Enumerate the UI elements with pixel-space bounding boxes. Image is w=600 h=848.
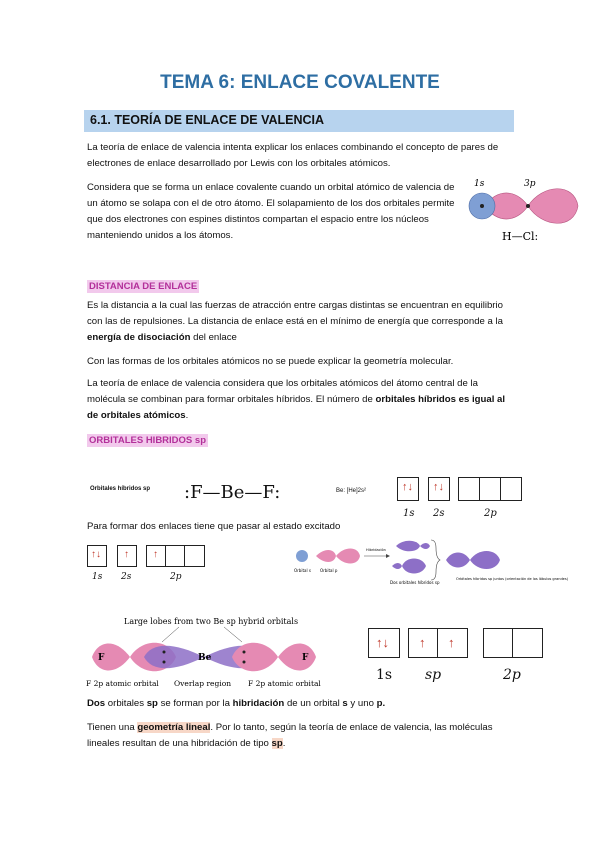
svg-text:Orbitales híbridos sp juntos (: Orbitales híbridos sp juntos (orientación de los lóbulos grandes) bbox=[456, 577, 569, 581]
lewis-bef2: :F—Be—F: bbox=[184, 482, 281, 503]
label-1s-a: 1s bbox=[403, 508, 415, 519]
bef2-overlap-figure bbox=[84, 612, 334, 694]
small-label-hibridos: Orbitales híbridos sp bbox=[90, 486, 151, 492]
label-sp-c: sp bbox=[425, 667, 442, 683]
box-2s-excited: ↑ bbox=[117, 545, 137, 567]
label-2p-c: 2p bbox=[503, 667, 521, 683]
box-2s-ground: ↑↓ bbox=[428, 477, 450, 501]
paragraph-dos-orbitales: Dos orbitales sp se forman por la hibridación de un orbital s y uno p. bbox=[87, 698, 386, 709]
svg-text:F 2p atomic orbital: F 2p atomic orbital bbox=[86, 679, 159, 688]
label-2s-a: 2s bbox=[433, 508, 445, 519]
label-2p-a: 2p bbox=[484, 508, 497, 519]
section-heading-text: 6.1. TEORÍA DE ENLACE DE VALENCIA bbox=[90, 113, 325, 127]
box-2p-hybrid bbox=[483, 628, 543, 658]
svg-text:Hibridación: Hibridación bbox=[366, 548, 386, 552]
svg-text:F 2p atomic orbital: F 2p atomic orbital bbox=[248, 679, 321, 688]
hcl-formula: H—Cl: bbox=[502, 230, 539, 243]
sp-hybridization-figure bbox=[290, 536, 569, 596]
box-sp-hybrid: ↑ ↑ bbox=[408, 628, 468, 658]
svg-text:F: F bbox=[98, 653, 105, 663]
svg-text:Dos orbitales híbridos sp: Dos orbitales híbridos sp bbox=[390, 580, 440, 585]
box-2p-ground bbox=[458, 477, 522, 501]
label-1s-c: 1s bbox=[376, 667, 393, 683]
paragraph-hibridos: La teoría de enlace de valencia considera que los orbitales atómicos del átomo central de la molécula se combinan para formar orbitales híbridos. El número de orbitales híbridos es igual al de orbitales atómicos. bbox=[87, 378, 506, 421]
svg-text:Orbital p: Orbital p bbox=[320, 568, 338, 573]
box-1s-hybrid: ↑↓ bbox=[368, 628, 400, 658]
hcl-orbital-figure bbox=[462, 176, 592, 246]
section-heading bbox=[84, 110, 514, 132]
svg-text:F: F bbox=[302, 653, 309, 663]
label-1s-b: 1s bbox=[92, 572, 103, 582]
svg-text:Overlap region: Overlap region bbox=[174, 679, 232, 688]
label-3p: 3p bbox=[524, 179, 536, 189]
box-1s-excited: ↑↓ bbox=[87, 545, 107, 567]
paragraph-excitado: Para formar dos enlaces tiene que pasar al estado excitado bbox=[87, 521, 341, 532]
box-1s-ground: ↑↓ bbox=[397, 477, 419, 501]
paragraph-intro: La teoría de enlace de valencia intenta explicar los enlaces combinando el concepto de pares de electrones de enlace desarrollado por Lewis con los orbitales atómicos. bbox=[87, 142, 499, 169]
label-2p-b: 2p bbox=[170, 572, 182, 582]
label-1s: 1s bbox=[474, 179, 485, 189]
be-configuration: Be: [He]2s² bbox=[336, 488, 367, 494]
distancia-heading: DISTANCIA DE ENLACE bbox=[89, 281, 198, 292]
paragraph-geometria-lineal: Tienen una geometría lineal. Por lo tanto, según la teoría de enlace de valencia, las moléculas lineales resultan de una hibridación de tipo sp. bbox=[87, 722, 493, 749]
svg-text:Be: Be bbox=[198, 653, 212, 663]
paragraph-overlap: Considera que se forma un enlace covalente cuando un orbital atómico de valencia de un átomo se solapa con el de otro átomo. El solapamiento de los dos orbitales permite que dos electrones con espines distintos compartan el espacio entre los núcleos manteniendo unidos a los átomos. bbox=[87, 182, 455, 241]
label-2s-b: 2s bbox=[121, 572, 132, 582]
svg-text:Large lobes from two Be sp hyb: Large lobes from two Be sp hybrid orbitals bbox=[124, 617, 299, 626]
sp-heading: ORBITALES HIBRIDOS sp bbox=[89, 435, 206, 446]
page-title: TEMA 6: ENLACE COVALENTE bbox=[160, 72, 440, 93]
paragraph-distancia: Es la distancia a la cual las fuerzas de atracción entre cargas distintas se encuentran en equilibrio con las de repulsiones. La distancia de enlace está en el mínimo de energía que corresponde a la energía de disociación del enlace bbox=[87, 300, 503, 343]
svg-text:Orbital s: Orbital s bbox=[294, 568, 311, 573]
box-2p-excited: ↑ bbox=[146, 545, 205, 567]
paragraph-geometria: Con las formas de los orbitales atómicos no se puede explicar la geometría molecular. bbox=[87, 356, 454, 367]
